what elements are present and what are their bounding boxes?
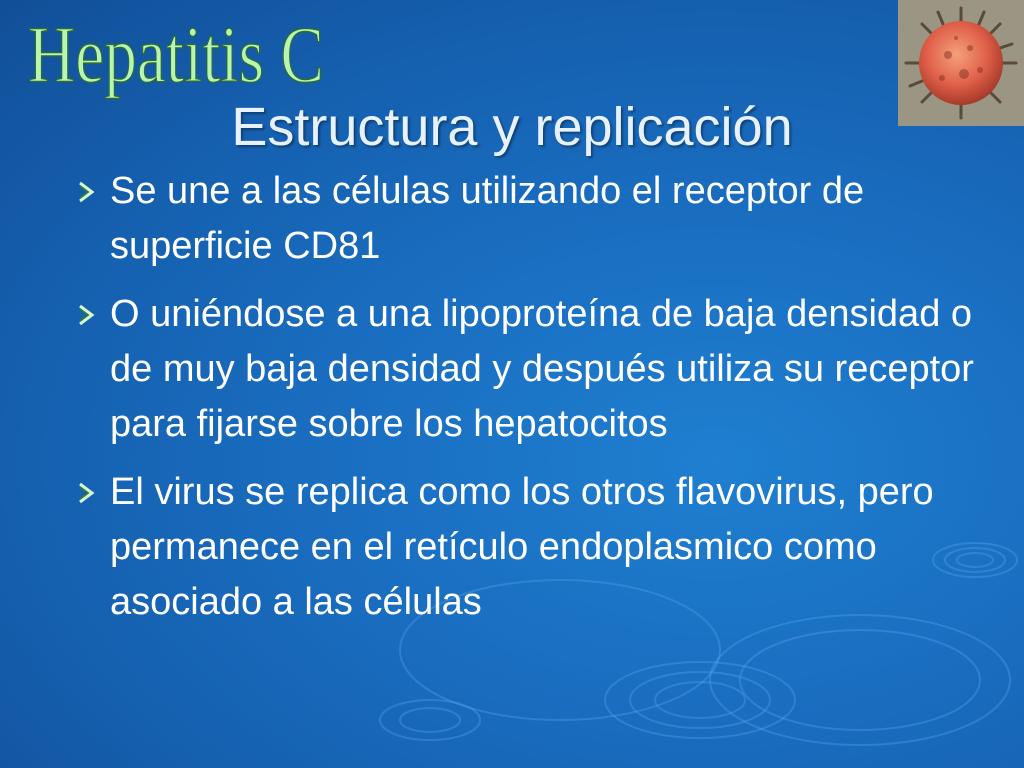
slide-subtitle: Estructura y replicación	[231, 97, 793, 157]
chevron-right-icon	[74, 480, 100, 506]
bullet-item	[72, 465, 1002, 630]
slide-title: Hepatitis C	[28, 14, 324, 100]
chevron-right-icon	[74, 179, 100, 205]
bullet-list	[72, 164, 1002, 643]
bullet-item	[72, 287, 1002, 452]
bullet-item	[72, 164, 1002, 274]
bullet-text: El virus se replica como los otros flavovirus, pero permanece en el retículo endoplasmico como asociado a las células	[110, 471, 934, 623]
title-wordart	[22, 14, 332, 110]
chevron-right-icon	[74, 302, 100, 328]
bullet-text: Se une a las células utilizando el receptor de superficie CD81	[110, 170, 865, 267]
bullet-text: O uniéndose a una lipoproteína de baja densidad o de muy baja densidad y después utiliza su receptor para fijarse sobre los hepatocitos	[110, 293, 974, 445]
virus-photo	[898, 0, 1024, 126]
